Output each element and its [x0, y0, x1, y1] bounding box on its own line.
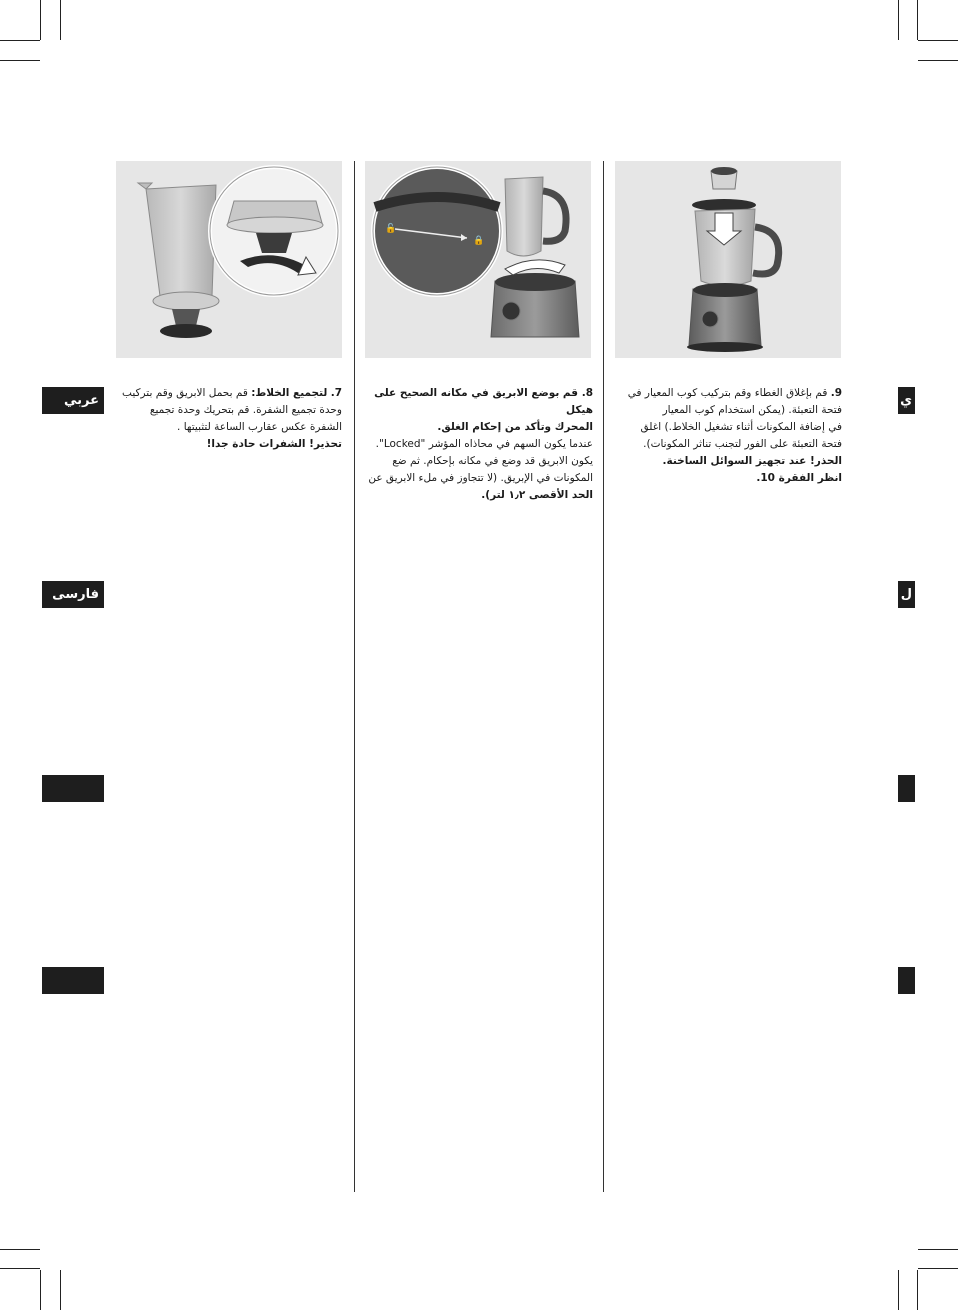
step-line: انظر الفقرة 10. [756, 472, 842, 484]
language-tab-cut[interactable]: ل [898, 581, 915, 608]
step-9 [614, 385, 842, 487]
svg-text:🔒: 🔒 [473, 236, 485, 246]
crop-mark [917, 0, 918, 40]
blade-assembly-illustration [116, 161, 342, 358]
crop-mark [0, 1249, 40, 1250]
step-line: وحدة تجميع الشفرة. قم بتحريك وحدة تجميع [149, 404, 342, 416]
crop-mark [917, 1270, 918, 1310]
crop-mark [898, 1270, 899, 1310]
crop-mark [0, 60, 40, 61]
language-tab-cut[interactable] [898, 967, 915, 994]
step-heading: لتجميع الخلاط: [251, 387, 328, 399]
step-line: في إضافة المكونات أثناء تشغيل الخلاط.) اغلق [640, 421, 842, 433]
step-warning: الحذر! عند تجهيز السوائل الساخنة. [662, 455, 842, 467]
step-line: المكونات في الإبريق. (لا تتجاوز في ملء الابريق عن [368, 472, 593, 484]
crop-mark [918, 1268, 958, 1269]
step-line: فتحة التعبئة. (يمكن استخدام كوب المعيار [662, 404, 842, 416]
step-8 [365, 385, 593, 504]
step-line: عندما يكون السهم في محاذاه المؤشر "Locked". [375, 438, 593, 450]
language-tab-arabic[interactable]: عربي [42, 387, 104, 414]
column-divider [603, 161, 604, 1192]
language-tab-cut[interactable]: ي [898, 387, 915, 414]
crop-mark [60, 0, 61, 40]
crop-mark [918, 40, 958, 41]
step-number: 8. [581, 387, 593, 399]
language-tab-blank[interactable] [42, 775, 104, 802]
step-line: فتحة التعبئة على الفور لتجنب تناثر المكونات). [643, 438, 842, 450]
step-line: قم بحمل الابريق وقم بتركيب [122, 387, 248, 399]
jug-lock-illustration [365, 161, 591, 358]
step-line: قم بوضع الابريق في مكانه الصحيح على هيكل [374, 387, 593, 416]
step-line: الشفرة عكس عقارب الساعة لتثبيتها . [177, 421, 342, 433]
step-line: الحد الأقصى ١٫٢ لتر). [481, 489, 593, 501]
step-line: المحرك وتأكد من إحكام الغلق. [437, 421, 593, 433]
lid-measuring-cup-illustration [615, 161, 841, 358]
step-warning: تحذير! الشفرات حادة جدا! [206, 438, 342, 450]
column-divider [354, 161, 355, 1192]
language-tab-blank[interactable] [42, 967, 104, 994]
step-number: 7. [330, 387, 342, 399]
step-7 [118, 385, 342, 453]
step-number: 9. [830, 387, 842, 399]
svg-text:🔓: 🔓 [385, 224, 397, 234]
step-line: يكون الابريق قد وضع في مكانه بإحكام. ثم ضع [392, 455, 593, 467]
crop-mark [918, 1249, 958, 1250]
crop-mark [918, 60, 958, 61]
language-tab-farsi[interactable]: فارسی [42, 581, 104, 608]
step-line: قم بإغلاق الغطاء وقم بتركيب كوب المعيار في [627, 387, 828, 399]
crop-mark [40, 1270, 41, 1310]
language-tab-cut[interactable] [898, 775, 915, 802]
crop-mark [898, 0, 899, 40]
crop-mark [0, 1268, 40, 1269]
crop-mark [0, 40, 40, 41]
crop-mark [40, 0, 41, 40]
crop-mark [60, 1270, 61, 1310]
